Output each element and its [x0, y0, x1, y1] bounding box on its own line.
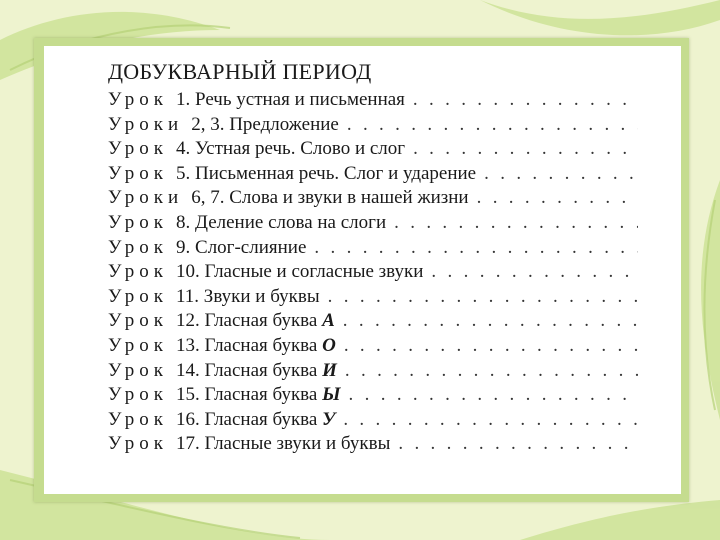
- lesson-word: Урок: [108, 236, 169, 258]
- lesson-title-text: 17. Гласные звуки и буквы: [176, 433, 391, 455]
- lesson-word: Урок: [108, 384, 169, 406]
- lesson-title-text: 1. Речь устная и письменная: [176, 89, 405, 110]
- lesson-title: [176, 211, 386, 236]
- leaf-shape-bottom-right: [520, 500, 720, 540]
- dot-leader: [343, 408, 638, 433]
- lesson-title: [176, 408, 335, 433]
- dot-leader: [477, 186, 638, 211]
- lesson-title: [191, 186, 468, 211]
- lesson-word: Урок: [108, 162, 169, 184]
- lesson-word: Урок: [108, 89, 169, 110]
- lesson-title-text: 9. Слог-слияние: [176, 236, 307, 258]
- section-title: ДОБУКВАРНЫЙ ПЕРИОД: [108, 59, 372, 84]
- lesson-word: Урок: [108, 211, 169, 233]
- lesson-title: [176, 88, 405, 113]
- lesson-letter: Ы: [322, 384, 341, 406]
- dot-leader: [431, 260, 638, 285]
- lesson-title: [176, 383, 341, 408]
- lesson-title-text: 13. Гласная буква: [176, 334, 323, 356]
- lesson-title: [191, 113, 339, 138]
- lesson-word: Уроки: [108, 113, 184, 135]
- lesson-letter: О: [322, 334, 336, 356]
- lesson-title: [176, 162, 476, 187]
- lesson-letter: И: [322, 359, 337, 381]
- dot-leader: [345, 359, 638, 384]
- table-of-contents: [108, 58, 638, 457]
- toc-entry: [108, 432, 638, 457]
- dot-leader: [314, 236, 638, 261]
- lesson-title-text: 5. Письменная речь. Слог и ударение: [176, 162, 477, 184]
- lesson-letter: У: [322, 408, 336, 430]
- dot-leader: [343, 309, 638, 334]
- lesson-title-text: 14. Гласная буква: [176, 359, 323, 381]
- lesson-title: [176, 260, 423, 285]
- toc-entry: [108, 236, 638, 261]
- lesson-title-text: 6, 7. Слова и звуки в нашей жизни: [191, 187, 469, 209]
- lesson-title: [176, 432, 390, 457]
- lesson-title: [176, 285, 320, 310]
- dot-leader: [328, 285, 638, 310]
- toc-entry: [108, 383, 638, 408]
- dot-leader: [347, 113, 638, 138]
- lesson-title: [176, 137, 405, 162]
- dot-leader: [344, 334, 638, 359]
- lesson-title-text: 12. Гласная буква: [176, 310, 323, 332]
- toc-entry: [108, 113, 638, 138]
- dot-leader: [349, 383, 638, 408]
- lesson-word: Урок: [108, 408, 169, 430]
- lesson-title: [176, 236, 306, 261]
- lesson-word: Урок: [108, 359, 169, 381]
- toc-entry: [108, 309, 638, 334]
- dot-leader: [398, 432, 638, 457]
- toc-entry: [108, 88, 638, 113]
- toc-entry: [108, 211, 638, 236]
- toc-entry: [108, 137, 638, 162]
- toc-entry: [108, 285, 638, 310]
- lesson-title-text: 8. Деление слова на слоги: [176, 211, 387, 233]
- lesson-title-text: 16. Гласная буква: [176, 408, 323, 430]
- lesson-title: [176, 334, 336, 359]
- lesson-title: [176, 359, 337, 384]
- toc-entry: [108, 162, 638, 187]
- toc-entry: [108, 334, 638, 359]
- lesson-word: Урок: [108, 433, 169, 455]
- toc-list: [108, 88, 638, 457]
- lesson-word: Уроки: [108, 187, 184, 209]
- lesson-word: Урок: [108, 261, 169, 283]
- lesson-word: Урок: [108, 310, 169, 332]
- lesson-title-text: 4. Устная речь. Слово и слог: [176, 138, 406, 160]
- lesson-word: Урок: [108, 285, 169, 307]
- dot-leader: [394, 211, 638, 236]
- lesson-word: Урок: [108, 138, 169, 160]
- lesson-word: Урок: [108, 334, 169, 356]
- lesson-title-text: 10. Гласные и согласные звуки: [176, 261, 424, 283]
- toc-entry: [108, 359, 638, 384]
- leaf-shape-top-right: [480, 0, 720, 35]
- toc-entry: [108, 186, 638, 211]
- lesson-title-text: 2, 3. Предложение: [191, 113, 339, 135]
- lesson-title-text: 11. Звуки и буквы: [176, 285, 320, 307]
- lesson-title: [176, 309, 335, 334]
- dot-leader: [413, 137, 638, 162]
- lesson-letter: А: [322, 310, 335, 332]
- dot-leader: [484, 162, 638, 187]
- toc-entry: [108, 408, 638, 433]
- toc-entry: [108, 260, 638, 285]
- lesson-title-text: 15. Гласная буква: [176, 384, 323, 406]
- dot-leader: [413, 88, 638, 113]
